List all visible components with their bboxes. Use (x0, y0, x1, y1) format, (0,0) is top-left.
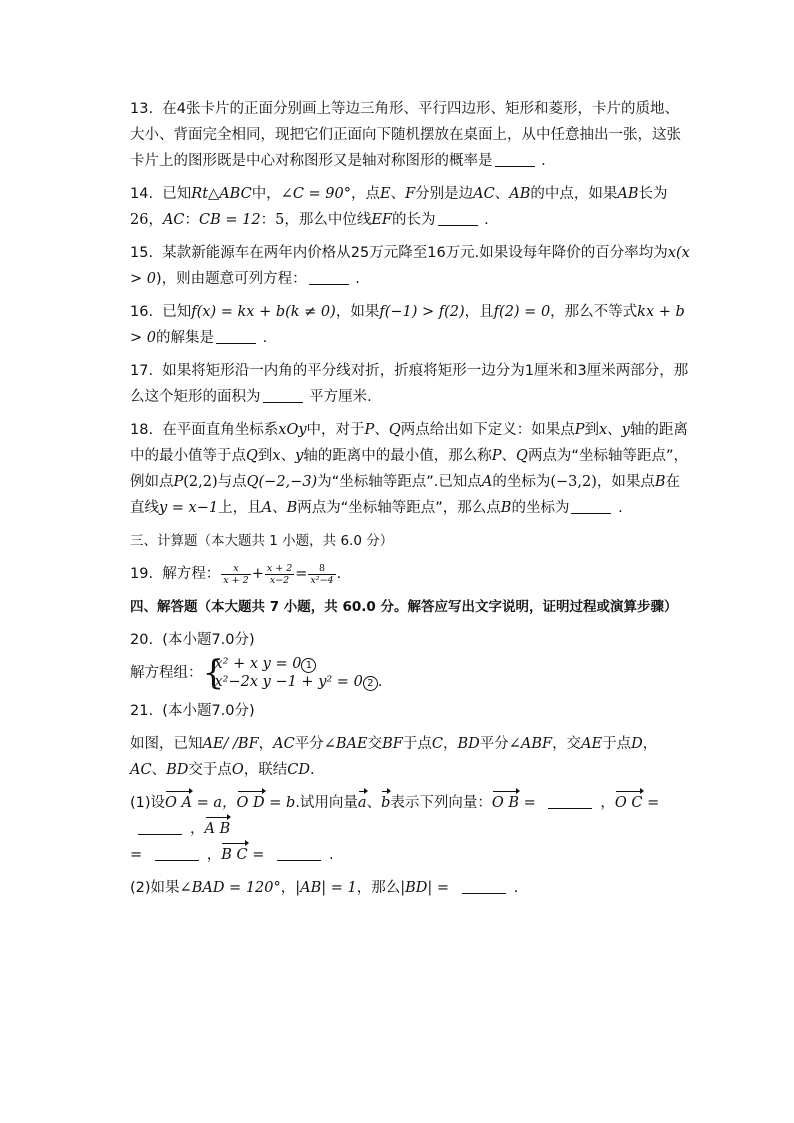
vector-OB: O B (492, 790, 519, 816)
question-21-header (130, 698, 692, 724)
answer-blank[interactable] (216, 328, 256, 344)
question-15: 15. 某款新能源车在两年内价格从25万元降至16万元.如果设每年降价的百分率均为x(x > 0)，则由题意可列方程： . (130, 245, 690, 287)
question-number: 14. (130, 186, 154, 202)
question-14: 14. 已知Rt△ABC中，∠C = 90°，点E、F分别是边AC、AB的中点，如果AB长为26，AC：CB = 12：5，那么中位线EF的长为 . (130, 186, 668, 228)
question-number: 17. (130, 363, 154, 379)
vector-OC: O C (615, 790, 643, 816)
answer-blank-BD[interactable] (462, 878, 506, 894)
answer-blank[interactable] (495, 151, 535, 167)
question-17: 17. 如果将矩形沿一内角的平分线对折，折痕将矩形一边分为1厘米和3厘米两部分，那么这个矩形的面积为 平方厘米. (130, 363, 689, 405)
question-16: 16. 已知f(x) = kx + b(k ≠ 0)，如果f(−1) > f(2)，且f(2) = 0，那么不等式kx + b > 0的解集是 . (130, 304, 685, 346)
vector-a: a (358, 790, 367, 816)
question-21-part-2: (2)如果∠BAD = 120°，|AB| = 1，那么|BD| = . (130, 880, 519, 896)
vector-b: b (381, 790, 390, 816)
question-number: 15. (130, 245, 154, 261)
exam-page (130, 96, 692, 901)
answer-blank-OB[interactable] (548, 793, 592, 809)
answer-blank[interactable] (263, 387, 303, 403)
answer-blank-BC[interactable] (277, 845, 321, 861)
brace-symbol: { (202, 653, 225, 693)
answer-blank-AB[interactable] (155, 845, 199, 861)
question-text: 在4张卡片的正面分别画上等边三角形、平行四边形、矩形和菱形，卡片的质地、大小、背面完全相同，现把它们正面向下随机摆放在桌面上，从中任意抽出一张，这张卡片上的图形既是中心对称图形又是轴对称图形的概率是 (130, 101, 681, 169)
question-number: 19. (130, 566, 154, 582)
fraction: $\frac{8}{\text{x²−4}}$ (310, 562, 334, 586)
question-21-part-1: (1)设O A = a，O D = b.试用向量a、b表示下列向量：O B = ，O C = ，A B = ，B C = . (130, 790, 692, 868)
question-20-header (130, 627, 692, 653)
section-heading-4: 四、解答题（本大题共 7 小题，共 60.0 分。解答应写出文字说明，证明过程或演算步骤） (130, 599, 678, 615)
question-18: 18. 在平面直角坐标系xOy中，对于P、Q两点给出如下定义：如果点P到x、y轴的距离中的最小值等于点Q到x、y轴的距离中的最小值，那么称P、Q两点为“坐标轴等距点”，例如点P(2,2)与点Q(−2,−3)为“坐标轴等距点”.已知点A的坐标为(−3,2)，如果点B在直线y = x−1上，且A、B两点为“坐标轴等距点”，那么点B的坐标为 . (130, 422, 688, 516)
vector-OD: O D (237, 790, 265, 816)
answer-blank[interactable] (571, 498, 611, 514)
question-number: 21. (130, 703, 154, 719)
question-score: (本小题7.0分) (162, 703, 255, 719)
question-score: (本小题7.0分) (162, 632, 255, 648)
question-21-stem: 如图，已知AE/ /BF，AC平分∠BAE交BF于点C，BD平分∠ABF，交AE于点D，AC、BD交于点O，联结CD. (130, 736, 658, 778)
circled-number-1: 1 (301, 658, 316, 673)
question-20-body: 解方程组： { x² + x y = 0 1 x²−2x y −1 + y² = 0 2 . (130, 653, 383, 693)
vector-BC: B C (221, 842, 247, 868)
circled-number-2: 2 (363, 676, 378, 691)
fraction: $\frac{x}{x + 2}$ (223, 562, 249, 586)
vector-AB: A B (205, 816, 231, 842)
fraction: $\frac{x + 2}{x-2}$ (266, 562, 293, 586)
vector-OA: O A (165, 790, 192, 816)
question-13: 13. 在4张卡片的正面分别画上等边三角形、平行四边形、矩形和菱形，卡片的质地、大小、背面完全相同，现把它们正面向下随机摆放在桌面上，从中任意抽出一张，这张卡片上的图形既是中心对称图形又是轴对称图形的概率是 . (130, 101, 681, 169)
answer-blank-OC[interactable] (138, 819, 182, 835)
question-number: 18. (130, 422, 154, 438)
question-number: 13. (130, 101, 154, 117)
question-number: 16. (130, 304, 154, 320)
answer-blank[interactable] (309, 269, 349, 285)
question-number: 20. (130, 632, 154, 648)
answer-blank[interactable] (438, 210, 478, 226)
question-19: 19. 解方程： $\frac{x}{x + 2}$ + $\frac{x + 2}{x-2}$ = $\frac{8}{\text{x²−4}}$ . (130, 562, 342, 586)
equation-system: { x² + x y = 0 1 x²−2x y −1 + y² = 0 2 . (202, 653, 383, 693)
section-heading-3: 三、计算题（本大题共 1 小题，共 6.0 分） (130, 533, 394, 549)
